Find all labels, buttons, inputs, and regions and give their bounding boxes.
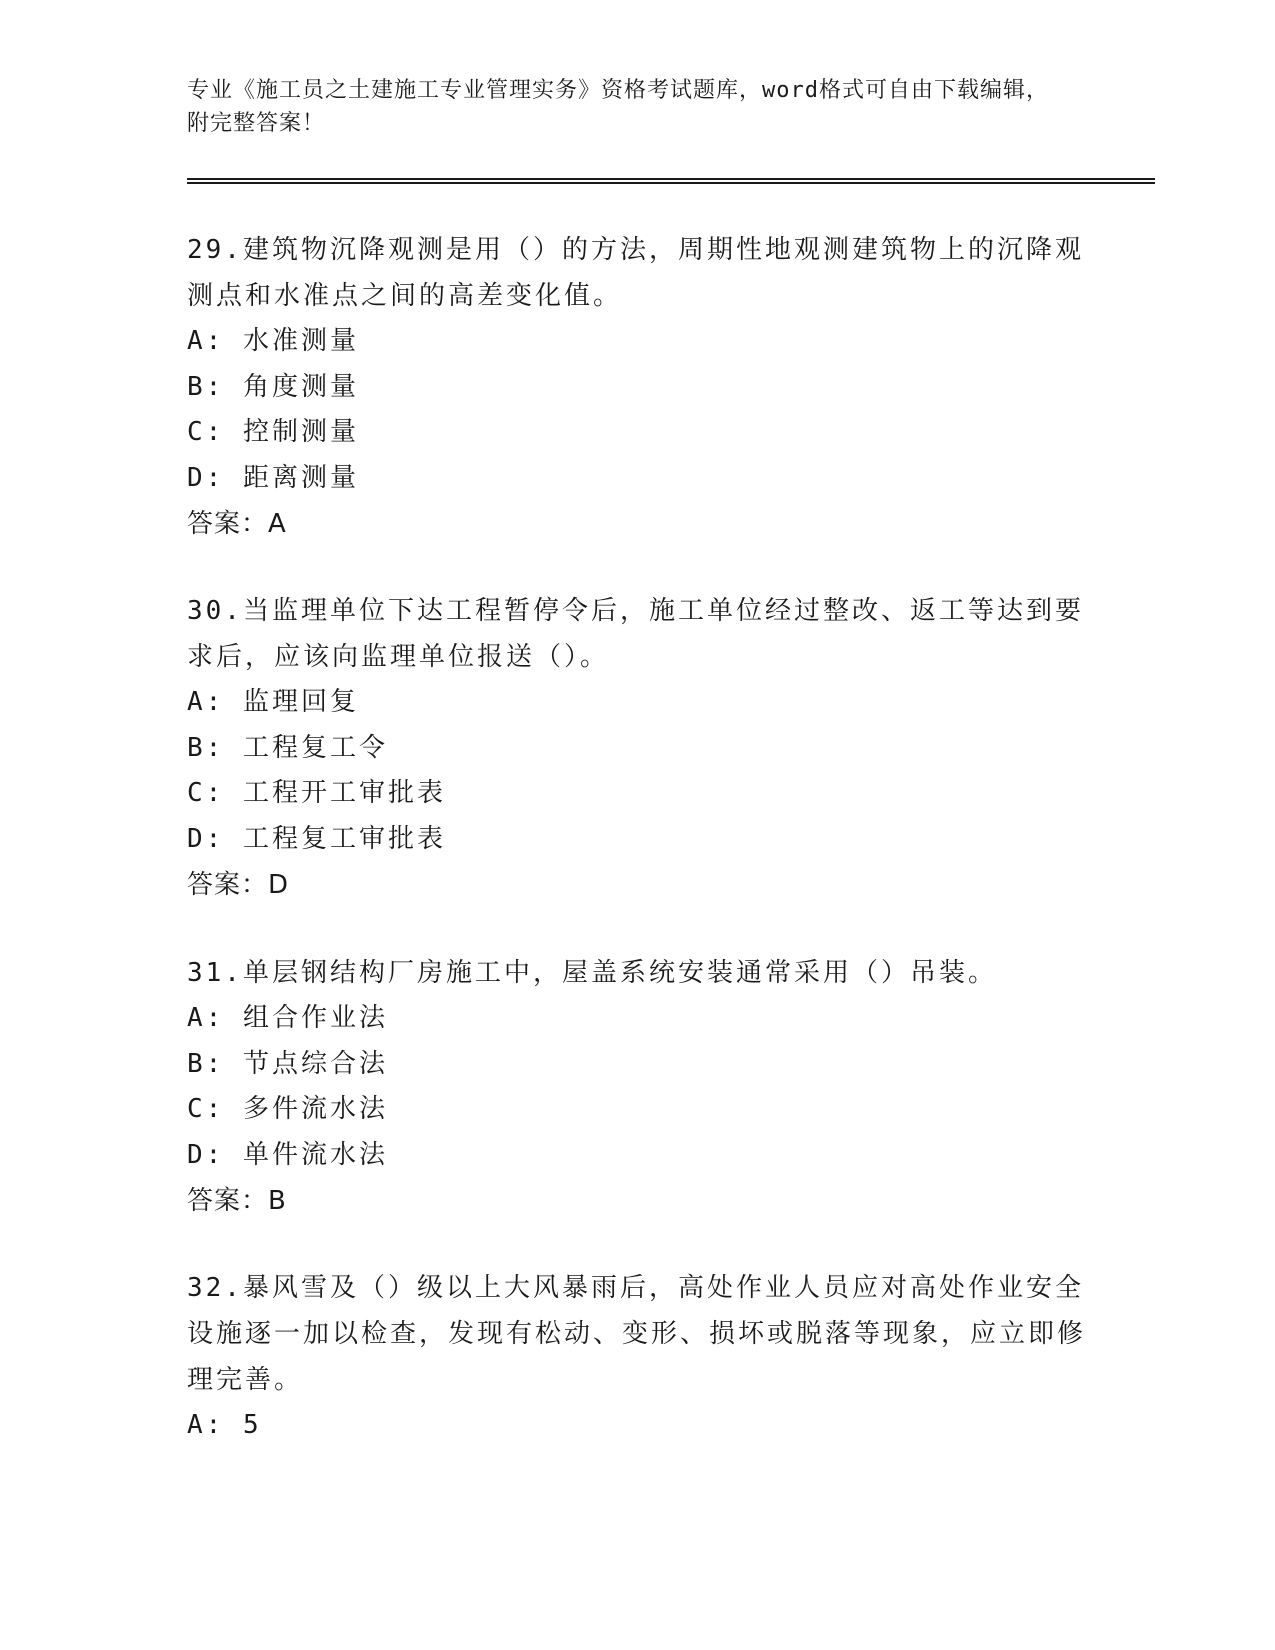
option-c: C: 工程开工审批表 — [187, 778, 446, 808]
option-b: B: 角度测量 — [187, 371, 359, 402]
option-c: C: 控制测量 — [187, 417, 359, 447]
question-32 — [187, 1265, 1087, 1449]
answer-line: 答案：A — [187, 509, 287, 539]
question-31 — [187, 950, 1087, 1224]
question-text: 31.单层钢结构厂房施工中，屋盖系统安装通常采用（）吊装。 — [187, 958, 997, 988]
question-text: 30.当监理单位下达工程暂停令后，施工单位经过整改、返工等达到要求后，应该向监理单位报送（）。 — [187, 596, 1084, 672]
document-header: 专业《施工员之土建施工专业管理实务》资格考试题库，word格式可自由下载编辑，附完整答案！ — [187, 78, 1049, 136]
option-a: A: 5 — [187, 1410, 262, 1440]
option-b: B: 节点综合法 — [187, 1048, 388, 1079]
option-a: A: 监理回复 — [187, 687, 359, 717]
answer-line: 答案：B — [187, 1186, 287, 1216]
question-text: 29.建筑物沉降观测是用（）的方法，周期性地观测建筑物上的沉降观测点和水准点之间的高差变化值。 — [187, 235, 1084, 311]
option-c: C: 多件流水法 — [187, 1094, 388, 1124]
option-b: B: 工程复工令 — [187, 732, 388, 763]
answer-line: 答案：D — [187, 870, 290, 900]
question-text: 32.暴风雪及（）级以上大风暴雨后，高处作业人员应对高处作业安全设施逐一加以检查，发现有松动、变形、损坏或脱落等现象，应立即修理完善。 — [187, 1273, 1087, 1395]
question-29 — [187, 227, 1087, 547]
option-d: D: 工程复工审批表 — [187, 823, 446, 854]
question-30 — [187, 588, 1087, 908]
header-double-rule — [187, 178, 1155, 184]
option-d: D: 单件流水法 — [187, 1139, 388, 1170]
option-a: A: 水准测量 — [187, 326, 359, 356]
option-d: D: 距离测量 — [187, 462, 359, 493]
option-a: A: 组合作业法 — [187, 1003, 388, 1033]
